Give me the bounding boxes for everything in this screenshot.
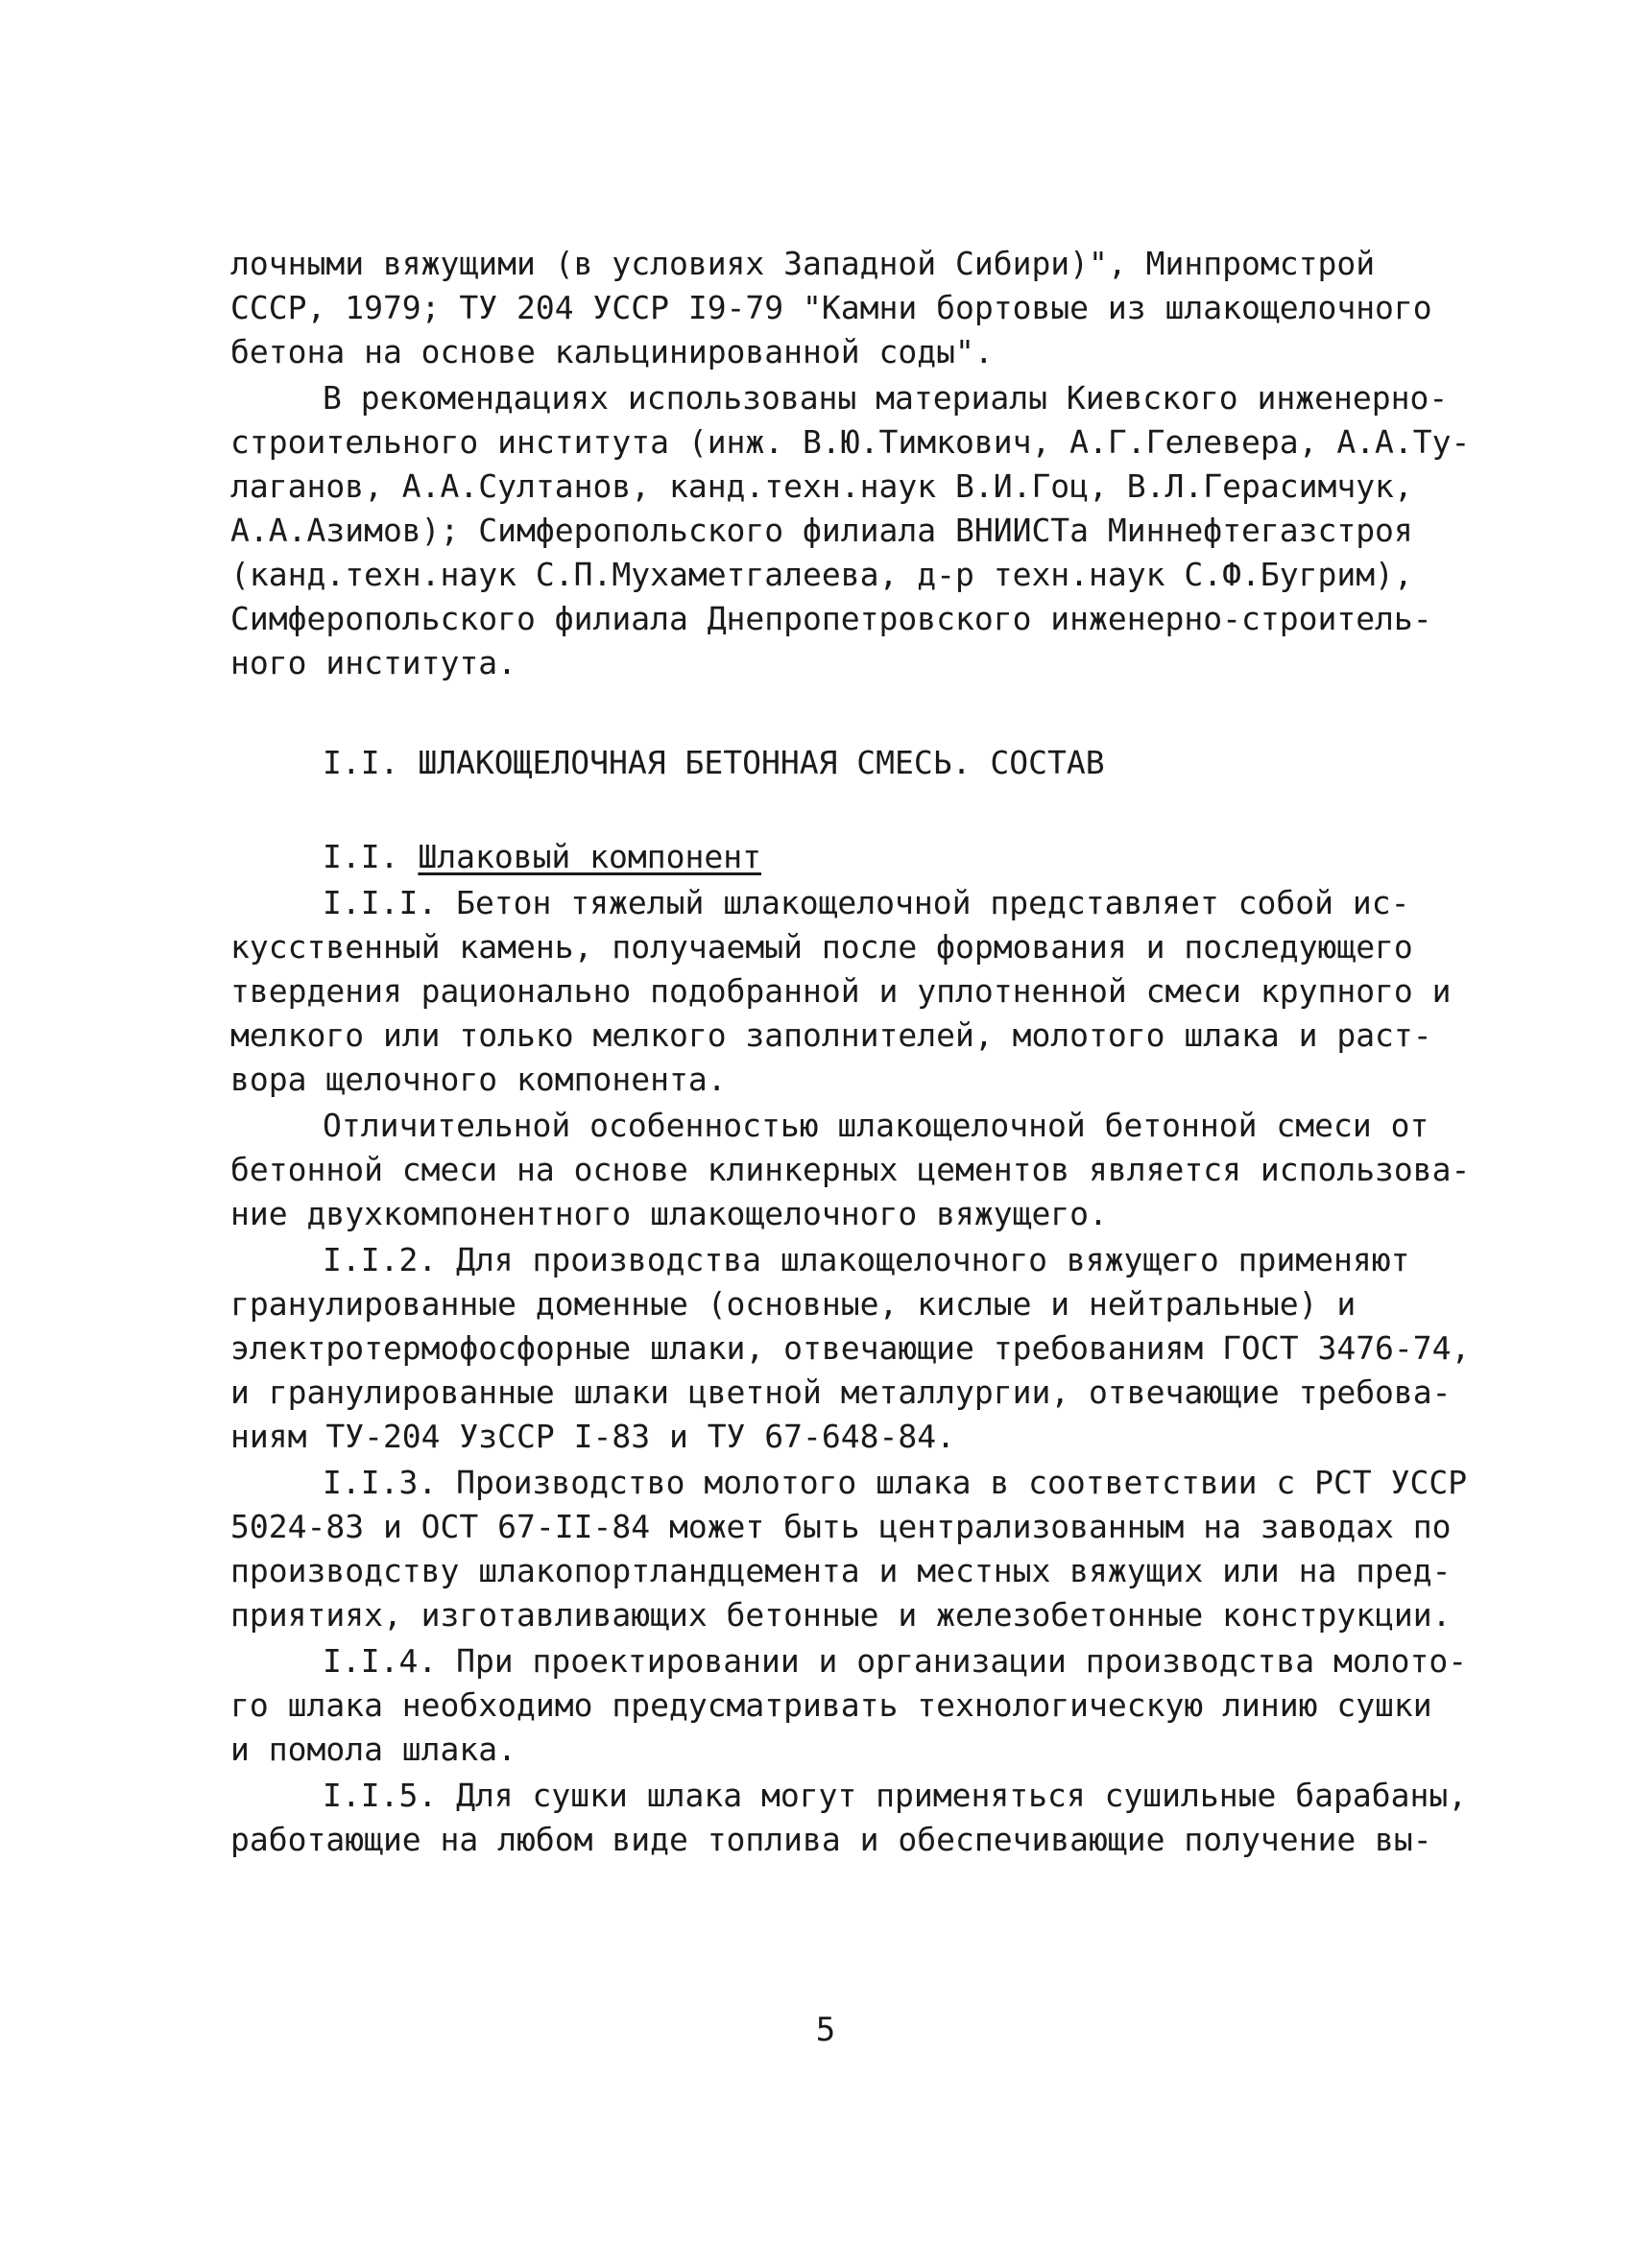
text-line: и гранулированные шлаки цветной металлургии, отвечающие требова- [230,1373,1452,1411]
section-heading: I.I. ШЛАКОЩЕЛОЧНАЯ БЕТОННАЯ СМЕСЬ. СОСТАВ [323,744,1105,781]
text-line: и помола шлака. [230,1731,517,1768]
text-line: Отличительной особенностью шлакощелочной бетонной смеси от [323,1107,1429,1144]
text-line: I.I.I. Бетон тяжелый шлакощелочной представляет собой ис- [323,884,1410,921]
text-line: А.А.Азимов); Симферопольского филиала ВНИИСТа Миннефтегазстроя [230,512,1413,549]
text-line: лаганов, А.А.Султанов, канд.техн.наук В.И.Гоц, В.Л.Герасимчук, [230,467,1413,505]
text-line: ного института. [230,644,517,681]
text-line: вора щелочного компонента. [230,1061,727,1098]
text-line: I.I.5. Для сушки шлака могут применяться сушильные барабаны, [323,1777,1468,1814]
text-line: В рекомендациях использованы материалы Киевского инженерно- [323,379,1449,417]
text-line: ниям ТУ-204 УзССР I-83 и ТУ 67-648-84. [230,1418,955,1455]
text-line: ние двухкомпонентного шлакощелочного вяжущего. [230,1195,1108,1232]
subsection-title: Шлаковый компонент [418,838,761,875]
text-line: работающие на любом виде топлива и обеспечивающие получение вы- [230,1821,1432,1858]
text-line: бетона на основе кальцинированной соды". [230,333,994,370]
text-line: приятиях, изготавливающих бетонные и железобетонные конструкции. [230,1596,1452,1634]
page-number: 5 [815,2011,836,2049]
text-line: (канд.техн.наук С.П.Мухаметгалеева, д-р техн.наук С.Ф.Бугрим), [230,556,1413,593]
text-line: 5024-83 и ОСТ 67-II-84 может быть централизованным на заводах по [230,1508,1452,1545]
text-line: производству шлакопортландцемента и местных вяжущих или на пред- [230,1552,1452,1589]
subsection-heading [323,835,1523,879]
text-line: бетонной смеси на основе клинкерных цементов является использова- [230,1151,1471,1188]
text-line: I.I.3. Производство молотого шлака в соответствии с РСТ УССР [323,1464,1468,1501]
text-line: мелкого или только мелкого заполнителей, молотого шлака и раст- [230,1016,1432,1054]
text-line: электротермофосфорные шлаки, отвечающие требованиям ГОСТ 3476-74, [230,1329,1471,1367]
text-line: строительного института (инж. В.Ю.Тимкович, А.Г.Гелевера, А.А.Ту- [230,423,1471,461]
text-line: СССР, 1979; ТУ 204 УССР I9-79 "Камни бортовые из шлакощелочного [230,289,1432,326]
text-line: I.I.4. При проектировании и организации производства молото- [323,1642,1468,1680]
text-line: кусственный камень, получаемый после формования и последующего [230,928,1413,966]
text-line: твердения рационально подобранной и уплотненной смеси крупного и [230,972,1452,1010]
text-line: го шлака необходимо предусматривать технологическую линию сушки [230,1686,1432,1724]
text-line: гранулированные доменные (основные, кислые и нейтральные) и [230,1285,1357,1323]
text-line: Симферопольского филиала Днепропетровского инженерно-строитель- [230,600,1432,637]
subsection-number: I.I. [323,838,399,875]
text-line: I.I.2. Для производства шлакощелочного вяжущего применяют [323,1241,1410,1278]
text-line: лочными вяжущими (в условиях Западной Сибири)", Минпромстрой [230,245,1376,282]
